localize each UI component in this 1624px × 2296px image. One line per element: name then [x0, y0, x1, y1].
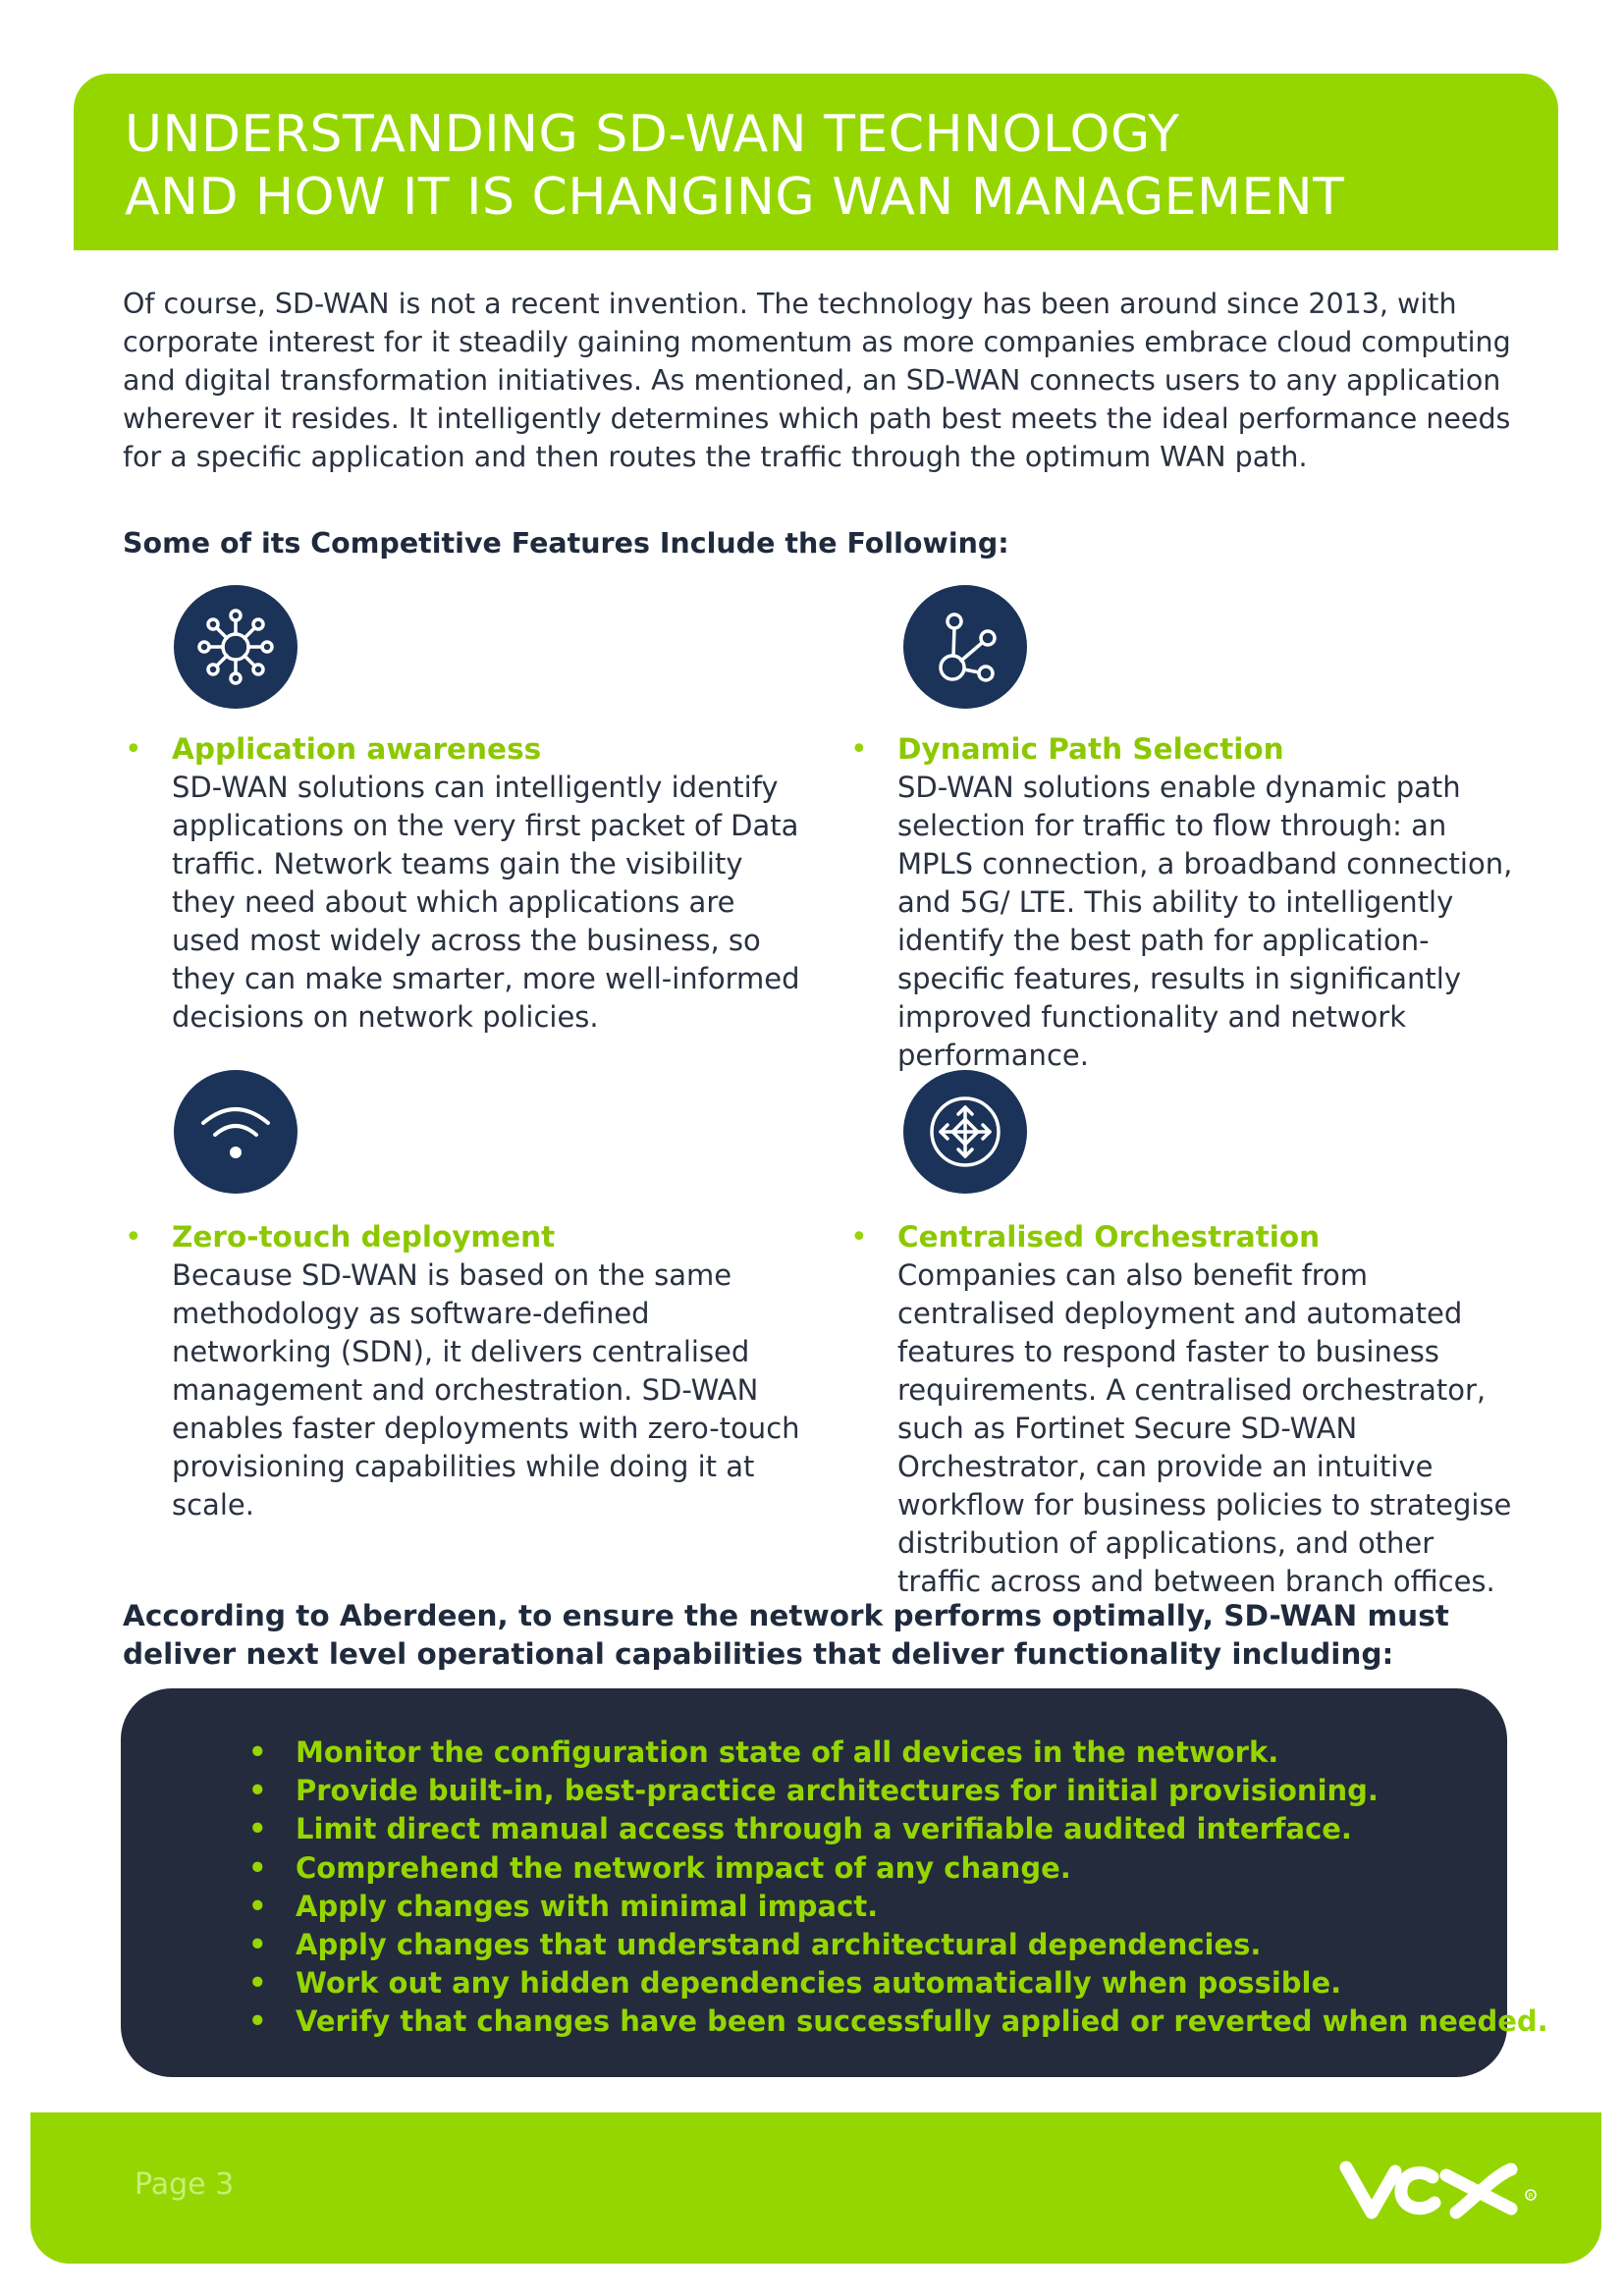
intro-paragraph: Of course, SD-WAN is not a recent invention. The technology has been around since 2013, with corporate interest for it steadily gaining momentum as more companies embrace cloud computing and digital transformation initiatives. As mentioned, an SD-WAN connects users to any application wherever it resides. It intelligently determines which path best meets the ideal performance needs for a specific application and then routes the traffic through the optimum WAN path. — [123, 288, 1511, 473]
wifi-icon — [174, 1070, 298, 1194]
feature-centralised-orchestration — [850, 1218, 1526, 1601]
network-hub-icon — [174, 585, 298, 709]
title-line-2: AND HOW IT IS CHANGING WAN MANAGEMENT — [125, 168, 1345, 227]
list-item: • Work out any hidden dependencies automatically when possible. — [248, 1964, 1548, 2002]
bullet-icon: • — [248, 1774, 267, 1808]
list-item: • Provide built-in, best-practice architectures for initial provisioning. — [248, 1772, 1548, 1810]
list-item: • Monitor the configuration state of all devices in the network. — [248, 1734, 1548, 1772]
list-item: • Verify that changes have been successfully applied or reverted when needed. — [248, 2002, 1548, 2041]
bullet-icon: • — [248, 1889, 267, 1923]
features-heading: Some of its Competitive Features Include the Following: — [123, 527, 1009, 560]
page-title — [125, 103, 1344, 229]
feature-title: Zero-touch deployment — [172, 1220, 556, 1254]
page-footer — [30, 2112, 1601, 2264]
bullet-icon: • — [248, 1812, 267, 1846]
bullet-icon: • — [850, 732, 868, 767]
page-header — [74, 74, 1558, 250]
bullet-icon: • — [125, 1220, 142, 1255]
feature-zero-touch-deployment — [125, 1218, 800, 1524]
bullet-icon: • — [248, 1735, 267, 1769]
feature-application-awareness — [125, 730, 800, 1037]
feature-body: SD-WAN solutions can intelligently identify applications on the very first packet of Data traffic. Network teams gain the visibility they need about which applications are used most widely across the business, so they can make smarter, more well-informed decisions on network policies. — [172, 771, 800, 1034]
feature-title: Dynamic Path Selection — [897, 732, 1284, 766]
bullet-icon: • — [248, 2004, 267, 2039]
list-item: • Apply changes that understand architectural dependencies. — [248, 1926, 1548, 1964]
path-branch-icon — [903, 585, 1027, 709]
list-item: • Apply changes with minimal impact. — [248, 1888, 1548, 1926]
aberdeen-paragraph: According to Aberdeen, to ensure the network performs optimally, SD-WAN must deliver next level operational capabilities that deliver functionality including: — [123, 1599, 1449, 1671]
feature-body: Companies can also benefit from centralised deployment and automated features to respond faster to business requirements. A centralised orchestrator, such as Fortinet Secure SD-WAN Orchestrator, can provide an intuitive workflow for business policies to strategise distribution of applications, and other traffic across and between branch offices. — [897, 1258, 1512, 1598]
bullet-icon: • — [248, 1850, 267, 1885]
svg-text:R: R — [1528, 2192, 1534, 2200]
page-number: Page 3 — [135, 2167, 235, 2202]
bullet-icon: • — [248, 1928, 267, 1962]
capabilities-list — [248, 1734, 1548, 2042]
capabilities-box — [121, 1688, 1548, 2077]
list-item: • Comprehend the network impact of any change. — [248, 1849, 1548, 1888]
feature-dynamic-path-selection — [850, 730, 1526, 1075]
feature-title: Centralised Orchestration — [897, 1220, 1321, 1254]
vox-logo — [1338, 2146, 1544, 2230]
orchestration-arrows-icon — [903, 1070, 1027, 1194]
list-item: • Limit direct manual access through a verifiable audited interface. — [248, 1810, 1548, 1848]
bullet-icon: • — [248, 1966, 267, 2001]
bullet-icon: • — [125, 732, 142, 767]
bullet-icon: • — [850, 1220, 868, 1255]
feature-title: Application awareness — [172, 732, 542, 766]
feature-body: Because SD-WAN is based on the same methodology as software-defined networking (SDN), it delivers centralised management and orchestration. SD-WAN enables faster deployments with zero-touch provisioning capabilities while doing it at scale. — [172, 1258, 800, 1522]
feature-body: SD-WAN solutions enable dynamic path selection for traffic to flow through: an MPLS connection, a broadband connection, and 5G/ LTE. This ability to intelligently identify the best path for application-specific features, results in significantly improved functionality and network performance. — [897, 771, 1513, 1072]
title-line-1: UNDERSTANDING SD-WAN TECHNOLOGY — [125, 105, 1180, 164]
